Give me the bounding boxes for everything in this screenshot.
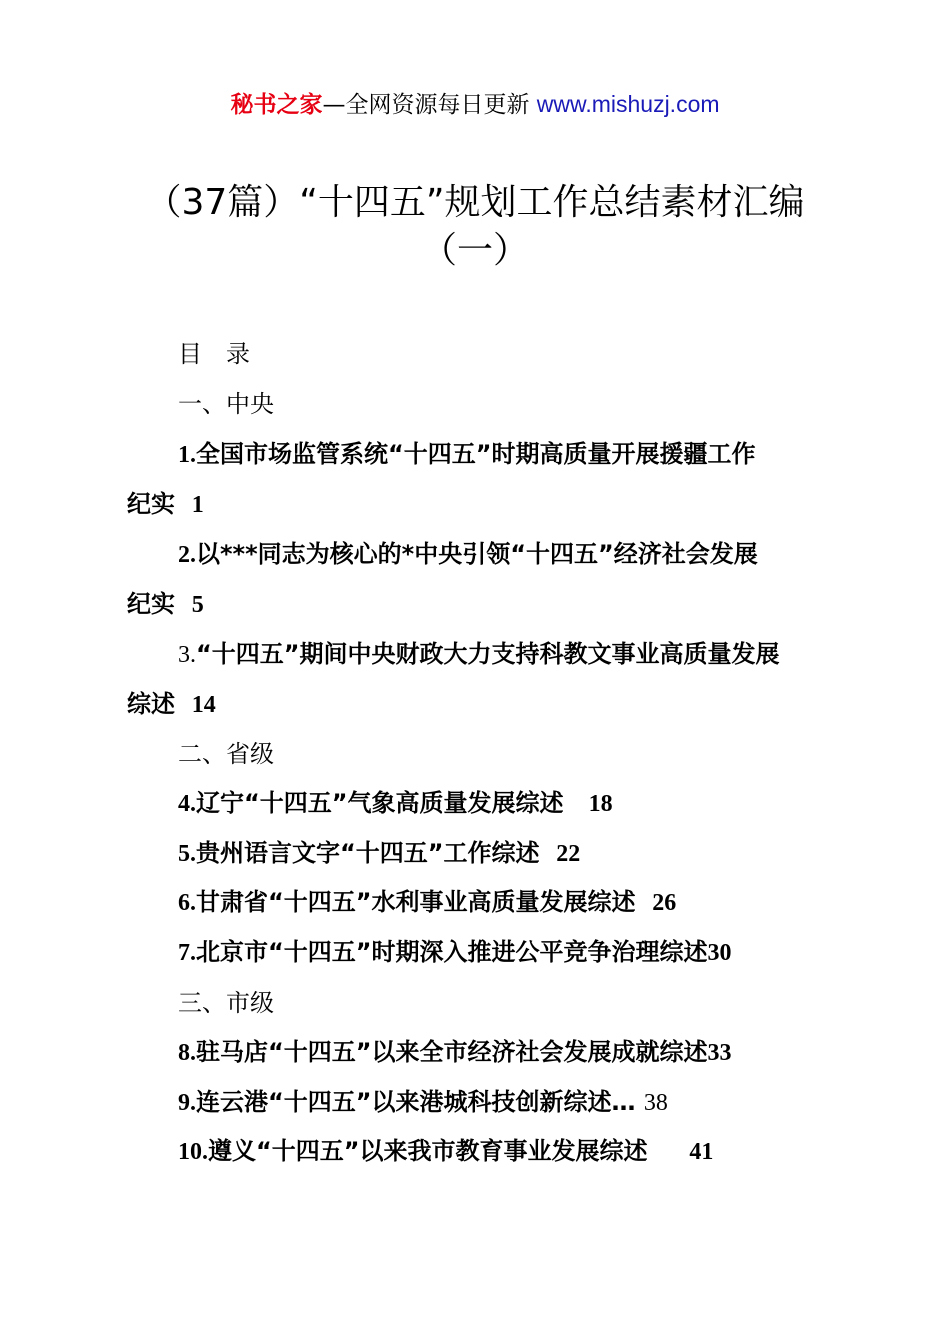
toc-item-2-continuation[interactable]: [127, 587, 204, 622]
toc-item-3[interactable]: [178, 637, 780, 672]
toc-item-page: 33: [707, 1040, 732, 1066]
toc-item-2[interactable]: [178, 537, 758, 572]
toc-item-3-continuation[interactable]: [127, 687, 216, 722]
toc-item-page: 14: [191, 692, 216, 718]
toc-item-number: 7.: [178, 940, 196, 966]
site-banner: [0, 88, 950, 121]
toc-item-7[interactable]: [178, 935, 732, 970]
toc-item-page: 41: [689, 1139, 714, 1165]
toc-item-page: 38: [643, 1090, 668, 1116]
toc-item-title: 遵义“十四五”以来我市教育事业发展综述: [208, 1137, 648, 1165]
toc-item-title: 全国市场监管系统“十四五”时期高质量开展援疆工作: [196, 440, 756, 468]
toc-item-6[interactable]: [178, 885, 676, 920]
toc-item-title: 甘肃省“十四五”水利事业高质量发展综述: [196, 888, 636, 916]
toc-section-city: 三、市级: [178, 989, 274, 1017]
toc-item-1-continuation[interactable]: [127, 487, 204, 522]
document-title-volume: （一）: [420, 230, 529, 271]
toc-item-5[interactable]: [178, 836, 580, 871]
toc-item-number: 2.: [178, 542, 196, 568]
toc-item-number: 9.: [178, 1090, 196, 1116]
toc-item-number: 3.: [178, 642, 196, 668]
toc-item-4[interactable]: [178, 786, 613, 821]
toc-item-10[interactable]: [178, 1134, 713, 1169]
toc-item-page: 22: [556, 841, 581, 867]
toc-item-page: 26: [652, 890, 677, 916]
toc-item-title: 以***同志为核心的*中央引领“十四五”经济社会发展: [196, 540, 758, 568]
toc-item-title: 北京市“十四五”时期深入推进公平竞争治理综述: [196, 938, 708, 966]
banner-brand: 秘书之家: [230, 92, 323, 118]
toc-item-number: 5.: [178, 841, 196, 867]
banner-url-link[interactable]: www.mishuzj.com: [536, 91, 720, 117]
toc-item-1[interactable]: [178, 437, 756, 472]
toc-item-number: 1.: [178, 442, 196, 468]
toc-item-number: 4.: [178, 791, 196, 817]
toc-section-central: 一、中央: [178, 390, 274, 418]
toc-item-page: 5: [191, 592, 204, 618]
toc-item-page: 30: [707, 940, 732, 966]
toc-item-title: “十四五”期间中央财政大力支持科教文事业高质量发展: [196, 640, 780, 668]
banner-slogan: —全网资源每日更新: [322, 92, 530, 118]
toc-item-9[interactable]: [178, 1085, 668, 1120]
toc-item-page: 1: [191, 492, 204, 518]
toc-item-title: 贵州语言文字“十四五”工作综述: [196, 839, 540, 867]
toc-item-number: 6.: [178, 890, 196, 916]
toc-section-provincial: 二、省级: [178, 740, 274, 768]
toc-item-title-cont: 综述: [127, 690, 175, 718]
toc-item-8[interactable]: [178, 1035, 732, 1070]
toc-item-title: 连云港“十四五”以来港城科技创新综述…: [196, 1088, 636, 1116]
toc-item-number: 10.: [178, 1139, 208, 1165]
toc-heading: 目 录: [178, 340, 250, 368]
toc-item-number: 8.: [178, 1040, 196, 1066]
toc-item-title: 辽宁“十四五”气象高质量发展综述: [196, 789, 564, 817]
document-title: （37篇）“十四五”规划工作总结素材汇编: [145, 182, 805, 223]
toc-item-title: 驻马店“十四五”以来全市经济社会发展成就综述: [196, 1038, 708, 1066]
toc-item-title-cont: 纪实: [127, 490, 175, 518]
toc-item-title-cont: 纪实: [127, 590, 175, 618]
toc-item-page: 18: [588, 791, 613, 817]
